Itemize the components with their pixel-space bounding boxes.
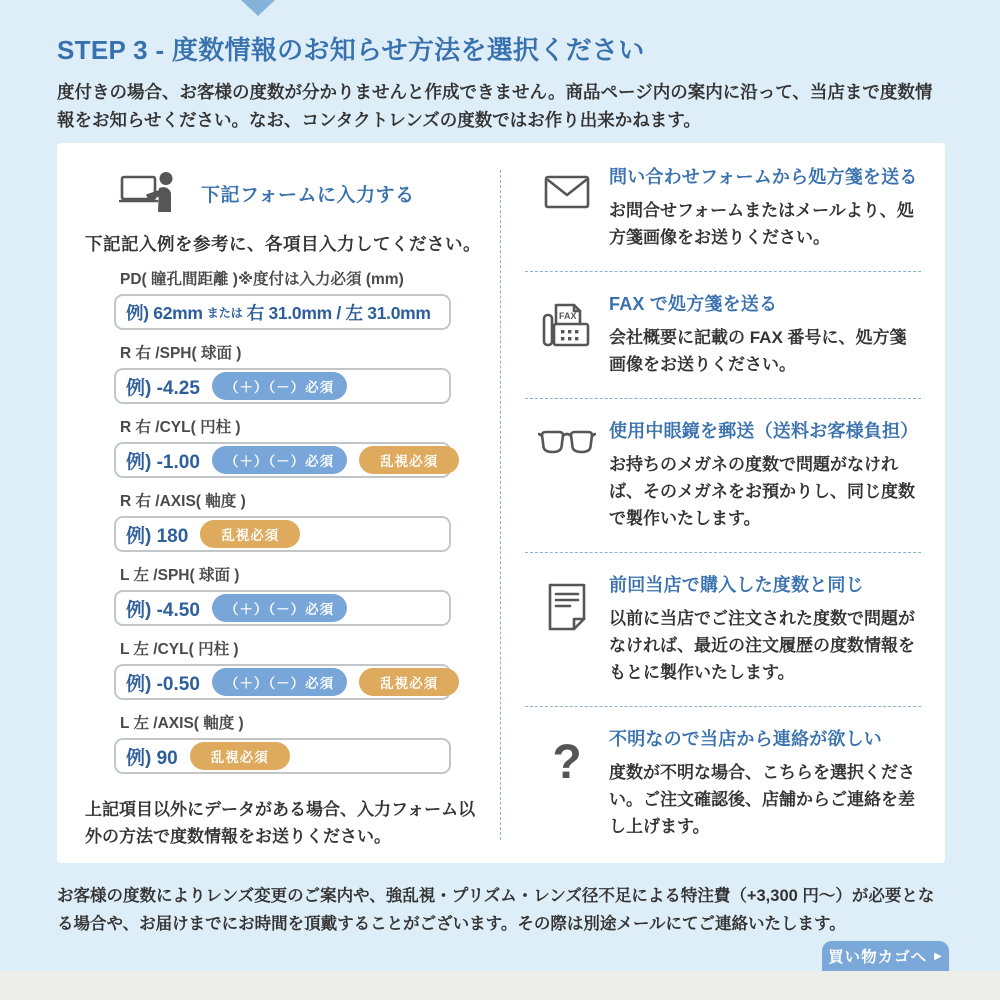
field-example-l-axis: 例) 90 乱視必須 xyxy=(114,738,451,774)
field-label-pd: PD( 瞳孔間距離 )※度付は入力必須 (mm) xyxy=(120,271,404,288)
cart-button[interactable] xyxy=(822,941,949,971)
field-label-l-cyl: L 左 /CYL( 円柱 ) xyxy=(120,641,239,658)
example-fields xyxy=(114,267,451,774)
option-title: 不明なので当店から連絡が欲しい xyxy=(609,729,882,749)
astigmatism-required-badge: 乱視必須 xyxy=(200,520,300,548)
chevron-down-icon xyxy=(241,0,275,16)
envelope-icon xyxy=(525,163,609,251)
option-fax xyxy=(525,272,921,398)
field-label-l-sph: L 左 /SPH( 球面 ) xyxy=(120,567,240,584)
field-example-l-cyl: 例) -0.50 （＋）（－）必須 乱視必須 xyxy=(114,664,451,700)
fax-icon xyxy=(525,290,609,378)
bottom-strip xyxy=(0,971,1000,1000)
field-example-pd: 例) 62mm または 右 31.0mm / 左 31.0mm xyxy=(114,294,451,330)
plus-minus-required-badge: （＋）（－）必須 xyxy=(212,668,347,696)
page-title: STEP 3 - 度数情報のお知らせ方法を選択ください xyxy=(57,35,645,65)
form-header xyxy=(119,169,500,217)
option-description: 会社概要に記載の FAX 番号に、処方箋画像をお送りください。 xyxy=(609,328,907,374)
option-title: 使用中眼鏡を郵送（送料お客様負担） xyxy=(609,421,919,441)
option-title: FAX で処方箋を送る xyxy=(609,294,778,314)
field-label-r-sph: R 右 /SPH( 球面 ) xyxy=(120,345,242,362)
plus-minus-required-badge: （＋）（－）必須 xyxy=(212,446,347,474)
contact-options-section xyxy=(501,143,947,863)
option-description: お問合せフォームまたはメールより、処方箋画像をお送りください。 xyxy=(609,201,914,247)
content-card xyxy=(57,143,945,863)
field-example-r-sph: 例) -4.25 （＋）（－）必須 xyxy=(114,368,451,404)
svg-text:FAX: FAX xyxy=(559,311,577,321)
plus-minus-required-badge: （＋）（－）必須 xyxy=(212,372,347,400)
astigmatism-required-badge: 乱視必須 xyxy=(190,742,290,770)
arrow-right-icon: ▶ xyxy=(934,950,943,962)
option-mail-glasses xyxy=(525,399,921,552)
option-same-as-previous xyxy=(525,553,921,706)
form-entry-section xyxy=(57,143,500,863)
field-example-r-axis: 例) 180 乱視必須 xyxy=(114,516,451,552)
glasses-icon xyxy=(525,417,609,532)
person-at-computer-icon xyxy=(119,170,177,217)
astigmatism-required-badge: 乱視必須 xyxy=(359,668,459,696)
option-description: 以前に当店でご注文された度数で問題がなければ、最近の注文履歴の度数情報をもとに製作いたします。 xyxy=(609,609,915,682)
option-contact-form xyxy=(525,145,921,271)
form-subtitle: 下記記入例を参考に、各項目入力してください。 xyxy=(85,234,481,254)
option-title: 問い合わせフォームから処方箋を送る xyxy=(609,167,918,187)
field-example-l-sph: 例) -4.50 （＋）（－）必須 xyxy=(114,590,451,626)
footer-note: お客様の度数によりレンズ変更のご案内や、強乱視・プリズム・レンズ径不足による特注費（+3,300 円〜）が必要となる場合や、お届けまでにお時間を頂戴することがございます。その際は別途メールにてご連絡いたします。 xyxy=(57,887,935,933)
field-example-r-cyl: 例) -1.00 （＋）（－）必須 乱視必須 xyxy=(114,442,451,478)
option-title: 前回当店で購入した度数と同じ xyxy=(609,575,864,595)
option-unknown-contact-me xyxy=(525,707,921,860)
plus-minus-required-badge: （＋）（－）必須 xyxy=(212,594,347,622)
field-label-l-axis: L 左 /AXIS( 軸度 ) xyxy=(120,715,244,732)
field-label-r-cyl: R 右 /CYL( 円柱 ) xyxy=(120,419,241,436)
option-description: 度数が不明な場合、こちらを選択ください。ご注文確認後、店舗からご連絡を差し上げます。 xyxy=(609,763,915,836)
intro-text: 度付きの場合、お客様の度数が分かりませんと作成できません。商品ページ内の案内に沿って、当店まで度数情報をお知らせください。なお、コンタクトレンズの度数ではお作り出来かねます。 xyxy=(57,82,933,130)
document-icon xyxy=(525,571,609,686)
field-label-r-axis: R 右 /AXIS( 軸度 ) xyxy=(120,493,246,510)
option-description: お持ちのメガネの度数で問題がなければ、そのメガネをお預かりし、同じ度数で製作いたします。 xyxy=(609,455,915,528)
cart-button-label: 買い物カゴへ xyxy=(828,949,928,966)
form-section-title: 下記フォームに入力する xyxy=(201,184,415,206)
astigmatism-required-badge: 乱視必須 xyxy=(359,446,459,474)
question-icon: ? xyxy=(552,736,582,789)
form-note: 上記項目以外にデータがある場合、入力フォーム以外の方法で度数情報をお送りください。 xyxy=(85,800,476,846)
